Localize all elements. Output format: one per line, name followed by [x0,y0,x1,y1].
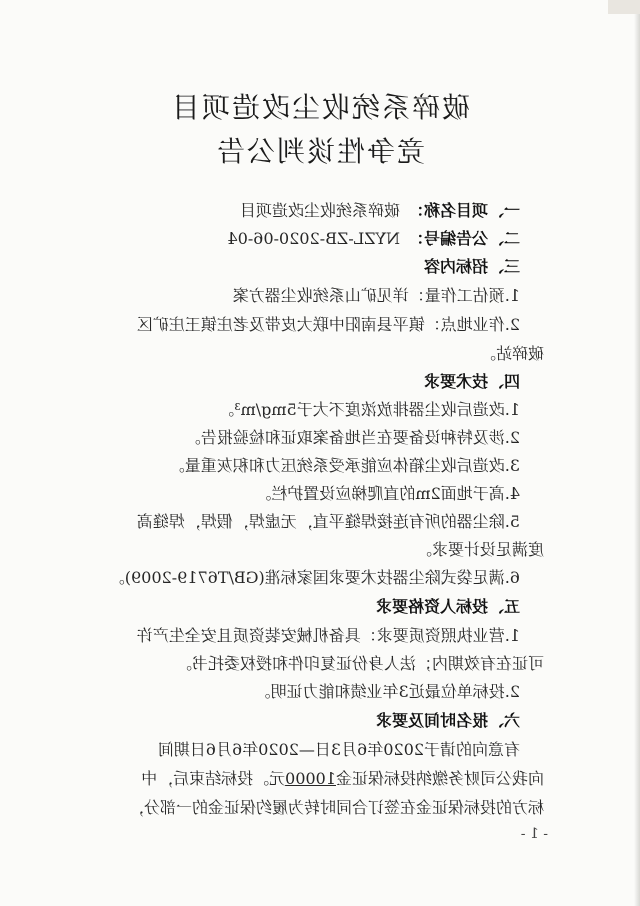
section-5-heading: 五、投标人资格要求 [375,597,520,616]
section-4-item-1: 1.改造后收尘器排放浓度不大于5mg/m³。 [218,400,520,419]
section-3-item-2-line-1: 2.作业地点：镇平县南阳中联大皮带及老庄镇王庄矿区 [136,315,520,334]
section-4-item-4: 4.高于地面2m的直爬梯应设置护栏。 [255,484,520,503]
section-3-heading: 三、招标内容 [423,257,520,276]
section-4-item-2: 2.涉及特种设备要在当地备案取证和检验报告。 [184,428,520,447]
section-5-item-2: 2.投标单位最近3年业绩和能力证明。 [254,682,520,701]
section-6-paragraph-line-1: 有意向的请于2020年6月3日—2020年6月6日期间 [157,740,520,759]
section-4-item-5-line-2: 度满足设计要求。 [415,540,544,559]
deposit-amount: 10000 [285,769,336,788]
section-6-paragraph-line-2-start: 向我公司财务缴纳投标保证金 [335,769,544,788]
section-2-value: NYZL-ZB-2020-06-04 [227,229,400,248]
title-line-2: 竞争性谈判公告 [215,135,426,168]
scan-corner-mark [608,0,640,14]
section-2-label: 二、公告编号： [407,229,520,248]
section-1-value: 破碎系统收尘改造项目 [239,201,400,220]
title-line-1: 破碎系统收尘改造项目 [170,91,471,124]
section-6-heading: 六、报名时间及要求 [375,711,520,730]
section-6-paragraph-line-2 [141,769,544,789]
page-number: - 1 - [520,826,548,842]
section-4-heading: 四、技术要求 [423,372,520,391]
section-4-item-5-line-1: 5.除尘器的所有连接焊缝平直，无虚焊，假焊，焊缝高 [136,512,520,531]
section-5-item-1-line-2: 可证在有效期内；法人身份证复印件和授权委托书。 [175,654,544,673]
section-4-item-6: 6.满足袋式除尘器技术要求国家标准(GB/T6719-2009)。 [108,568,520,587]
section-5-item-1-line-1: 1.营业执照资质要求：具备机械安装资质且安全生产许 [136,626,520,645]
section-4-item-3: 3.改造后收尘箱体应能承受系统压力和积灰重量。 [168,456,520,475]
section-1-label: 一、项目名称： [407,201,520,220]
section-6-paragraph-line-2-end: 元。投标结束后，中 [141,769,286,788]
section-3-item-1: 1.预估工作量：详见矿山系统收尘器方案 [232,286,520,305]
section-3-item-2-line-2: 破碎站。 [479,344,544,363]
section-6-paragraph-line-3: 标方的投标保证金在签订合同时转为履约保证金的一部分， [127,798,544,817]
scan-edge-shadow [634,0,640,906]
